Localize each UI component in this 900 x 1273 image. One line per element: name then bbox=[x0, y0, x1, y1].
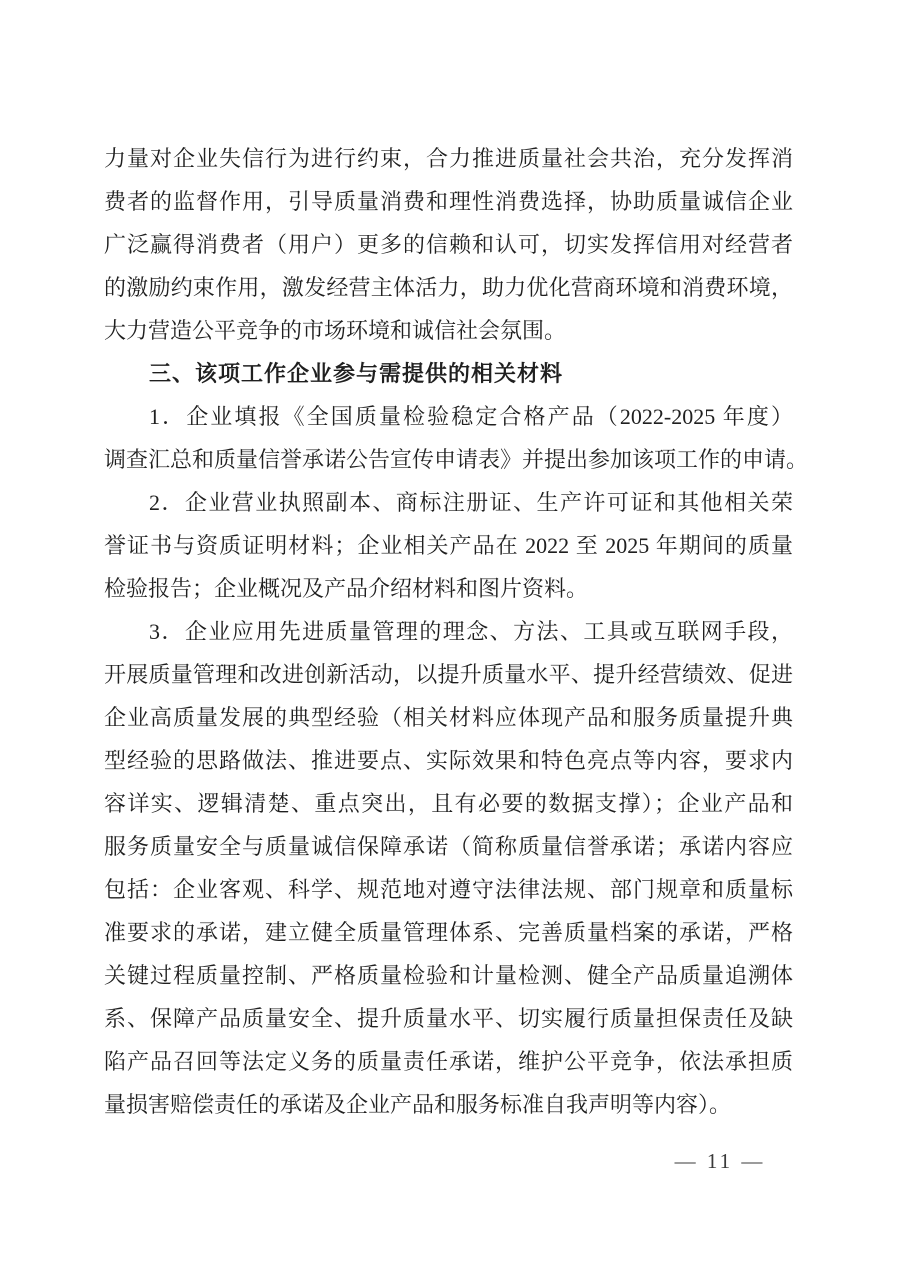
text-line: 关键过程质量控制、严格质量检验和计量检测、健全产品质量追溯体 bbox=[104, 963, 793, 988]
text-line: 陷产品召回等法定义务的质量责任承诺，维护公平竞争，依法承担质 bbox=[104, 1049, 793, 1074]
text-line: 誉证书与资质证明材料；企业相关产品在 2022 至 2025 年期间的质量 bbox=[104, 533, 793, 558]
text-line: 包括：企业客观、科学、规范地对遵守法律法规、部门规章和质量标 bbox=[104, 877, 793, 902]
text-line: 费者的监督作用，引导质量消费和理性消费选择，协助质量诚信企业 bbox=[104, 189, 793, 214]
text-line: 服务质量安全与质量诚信保障承诺（简称质量信誉承诺；承诺内容应 bbox=[104, 834, 793, 859]
text-line: 大力营造公平竞争的市场环境和诚信社会氛围。 bbox=[104, 318, 567, 343]
text-line: 量损害赔偿责任的承诺及企业产品和服务标准自我声明等内容）。 bbox=[104, 1092, 732, 1117]
text-line: 企业高质量发展的典型经验（相关材料应体现产品和服务质量提升典 bbox=[104, 705, 793, 730]
text-line: 准要求的承诺，建立健全质量管理体系、完善质量档案的承诺，严格 bbox=[104, 920, 793, 945]
text-line: 系、保障产品质量安全、提升质量水平、切实履行质量担保责任及缺 bbox=[104, 1006, 793, 1031]
text-block bbox=[104, 137, 809, 1126]
text-line: 2．企业营业执照副本、商标注册证、生产许可证和其他相关荣 bbox=[149, 490, 793, 515]
text-line: 的激励约束作用，激发经营主体活力，助力优化营商环境和消费环境， bbox=[104, 275, 793, 300]
page-number: — 11 — bbox=[674, 1149, 766, 1173]
text-line: 3．企业应用先进质量管理的理念、方法、工具或互联网手段， bbox=[149, 619, 793, 644]
text-line: 1．企业填报《全国质量检验稳定合格产品（2022-2025 年度） bbox=[149, 404, 793, 429]
text-line: 力量对企业失信行为进行约束，合力推进质量社会共治，充分发挥消 bbox=[104, 146, 793, 171]
section-heading: 三、该项工作企业参与需提供的相关材料 bbox=[149, 361, 564, 386]
text-line: 型经验的思路做法、推进要点、实际效果和特色亮点等内容，要求内 bbox=[104, 748, 793, 773]
text-line: 开展质量管理和改进创新活动，以提升质量水平、提升经营绩效、促进 bbox=[104, 662, 793, 687]
text-line: 检验报告；企业概况及产品介绍材料和图片资料。 bbox=[104, 576, 589, 601]
text-line: 调查汇总和质量信誉承诺公告宣传申请表》并提出参加该项工作的申请。 bbox=[104, 447, 809, 472]
text-line: 广泛赢得消费者（用户）更多的信赖和认可，切实发挥信用对经营者 bbox=[104, 232, 793, 257]
text-line: 容详实、逻辑清楚、重点突出，且有必要的数据支撑）；企业产品和 bbox=[104, 791, 793, 816]
